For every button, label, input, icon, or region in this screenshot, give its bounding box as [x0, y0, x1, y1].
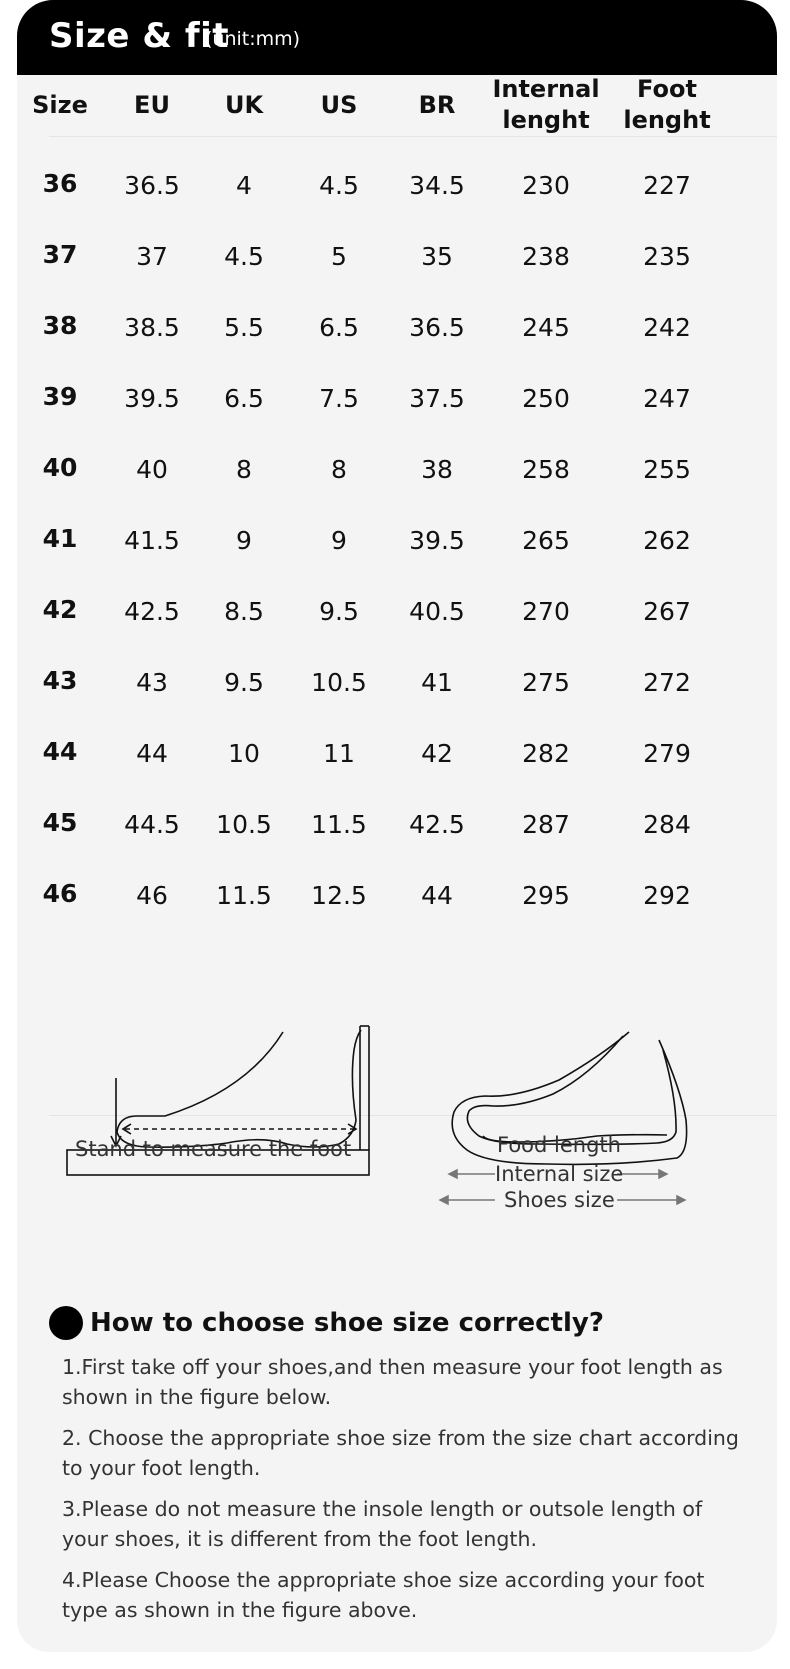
header-unit: (unit:mm) — [205, 28, 301, 50]
cell-size: 41 — [42, 524, 78, 553]
cell-size: 43 — [42, 666, 78, 695]
cell-us: 6.5 — [319, 313, 359, 342]
cell-us: 11 — [323, 739, 355, 768]
cell-internal-length: 250 — [522, 384, 570, 413]
column-header-eu: EU — [134, 91, 170, 119]
cell-uk: 11.5 — [216, 881, 272, 910]
bullet-dot-icon — [49, 1306, 83, 1340]
column-header-us: US — [320, 91, 358, 119]
cell-uk: 6.5 — [224, 384, 264, 413]
cell-eu: 41.5 — [124, 526, 180, 555]
cell-uk: 9.5 — [224, 668, 264, 697]
cell-foot-length: 227 — [643, 171, 691, 200]
cell-us: 11.5 — [311, 810, 367, 839]
size-fit-card — [17, 0, 777, 1652]
column-header-internal-length: Internal lenght — [492, 75, 600, 134]
guide-title: How to choose shoe size correctly? — [90, 1308, 604, 1338]
cell-internal-length: 282 — [522, 739, 570, 768]
cell-foot-length: 267 — [643, 597, 691, 626]
cell-size: 42 — [42, 595, 78, 624]
cell-br: 40.5 — [409, 597, 465, 626]
cell-internal-length: 238 — [522, 242, 570, 271]
cell-internal-length: 295 — [522, 881, 570, 910]
cell-us: 12.5 — [311, 881, 367, 910]
cell-size: 36 — [42, 169, 78, 198]
cell-eu: 38.5 — [124, 313, 180, 342]
cell-uk: 10 — [228, 739, 260, 768]
cell-foot-length: 284 — [643, 810, 691, 839]
internal-size-caption: Internal size — [495, 1162, 624, 1186]
cell-eu: 46 — [136, 881, 168, 910]
cell-br: 39.5 — [409, 526, 465, 555]
cell-us: 8 — [331, 455, 347, 484]
column-header-br: BR — [418, 91, 456, 119]
cell-br: 42.5 — [409, 810, 465, 839]
guide-step-3: 3.Please do not measure the insole length or outsole length of your shoes, it is different from the foot length. — [62, 1497, 703, 1551]
cell-us: 5 — [331, 242, 347, 271]
cell-eu: 44.5 — [124, 810, 180, 839]
size-fit-header — [17, 0, 777, 75]
cell-uk: 4.5 — [224, 242, 264, 271]
cell-eu: 36.5 — [124, 171, 180, 200]
cell-uk: 5.5 — [224, 313, 264, 342]
cell-foot-length: 242 — [643, 313, 691, 342]
cell-internal-length: 287 — [522, 810, 570, 839]
cell-uk: 10.5 — [216, 810, 272, 839]
cell-br: 36.5 — [409, 313, 465, 342]
cell-internal-length: 265 — [522, 526, 570, 555]
cell-uk: 8.5 — [224, 597, 264, 626]
cell-internal-length: 230 — [522, 171, 570, 200]
cell-br: 37.5 — [409, 384, 465, 413]
cell-us: 9 — [331, 526, 347, 555]
cell-us: 4.5 — [319, 171, 359, 200]
cell-eu: 39.5 — [124, 384, 180, 413]
cell-internal-length: 270 — [522, 597, 570, 626]
food-length-caption: Food length — [497, 1133, 621, 1157]
guide-step-1: 1.First take off your shoes,and then measure your foot length as shown in the figure below. — [62, 1355, 723, 1409]
foot-outline — [117, 1032, 283, 1132]
cell-br: 35 — [421, 242, 453, 271]
cell-br: 44 — [421, 881, 453, 910]
cell-uk: 4 — [236, 171, 252, 200]
cell-size: 37 — [42, 240, 78, 269]
guide-step-2: 2. Choose the appropriate shoe size from the size chart according to your foot length. — [62, 1426, 739, 1480]
cell-foot-length: 235 — [643, 242, 691, 271]
cell-us: 7.5 — [319, 384, 359, 413]
cell-uk: 9 — [236, 526, 252, 555]
column-header-size: Size — [32, 91, 88, 119]
cell-eu: 44 — [136, 739, 168, 768]
header-divider — [49, 136, 777, 137]
cell-br: 38 — [421, 455, 453, 484]
cell-foot-length: 292 — [643, 881, 691, 910]
cell-foot-length: 262 — [643, 526, 691, 555]
cell-eu: 37 — [136, 242, 168, 271]
guide-step-4: 4.Please Choose the appropriate shoe size according your foot type as shown in the figure above. — [62, 1568, 705, 1622]
shoes-size-caption: Shoes size — [504, 1188, 615, 1212]
cell-eu: 40 — [136, 455, 168, 484]
shoe-insole-outline — [467, 1036, 676, 1144]
cell-eu: 42.5 — [124, 597, 180, 626]
left-diagram-caption: Stand to measure the foot — [75, 1137, 352, 1161]
cell-internal-length: 275 — [522, 668, 570, 697]
cell-us: 9.5 — [319, 597, 359, 626]
cell-internal-length: 258 — [522, 455, 570, 484]
cell-internal-length: 245 — [522, 313, 570, 342]
cell-us: 10.5 — [311, 668, 367, 697]
size-arrows — [17, 1160, 777, 1220]
cell-foot-length: 247 — [643, 384, 691, 413]
column-header-uk: UK — [224, 91, 264, 119]
cell-size: 45 — [42, 808, 78, 837]
column-header-foot-length: Foot lenght — [623, 75, 711, 134]
cell-foot-length: 279 — [643, 739, 691, 768]
cell-foot-length: 272 — [643, 668, 691, 697]
cell-br: 41 — [421, 668, 453, 697]
cell-size: 39 — [42, 382, 78, 411]
cell-br: 42 — [421, 739, 453, 768]
cell-uk: 8 — [236, 455, 252, 484]
cell-eu: 43 — [136, 668, 168, 697]
cell-size: 44 — [42, 737, 78, 766]
cell-size: 46 — [42, 879, 78, 908]
cell-size: 38 — [42, 311, 78, 340]
cell-size: 40 — [42, 453, 78, 482]
cell-foot-length: 255 — [643, 455, 691, 484]
header-title: Size & fit — [49, 16, 230, 56]
cell-br: 34.5 — [409, 171, 465, 200]
